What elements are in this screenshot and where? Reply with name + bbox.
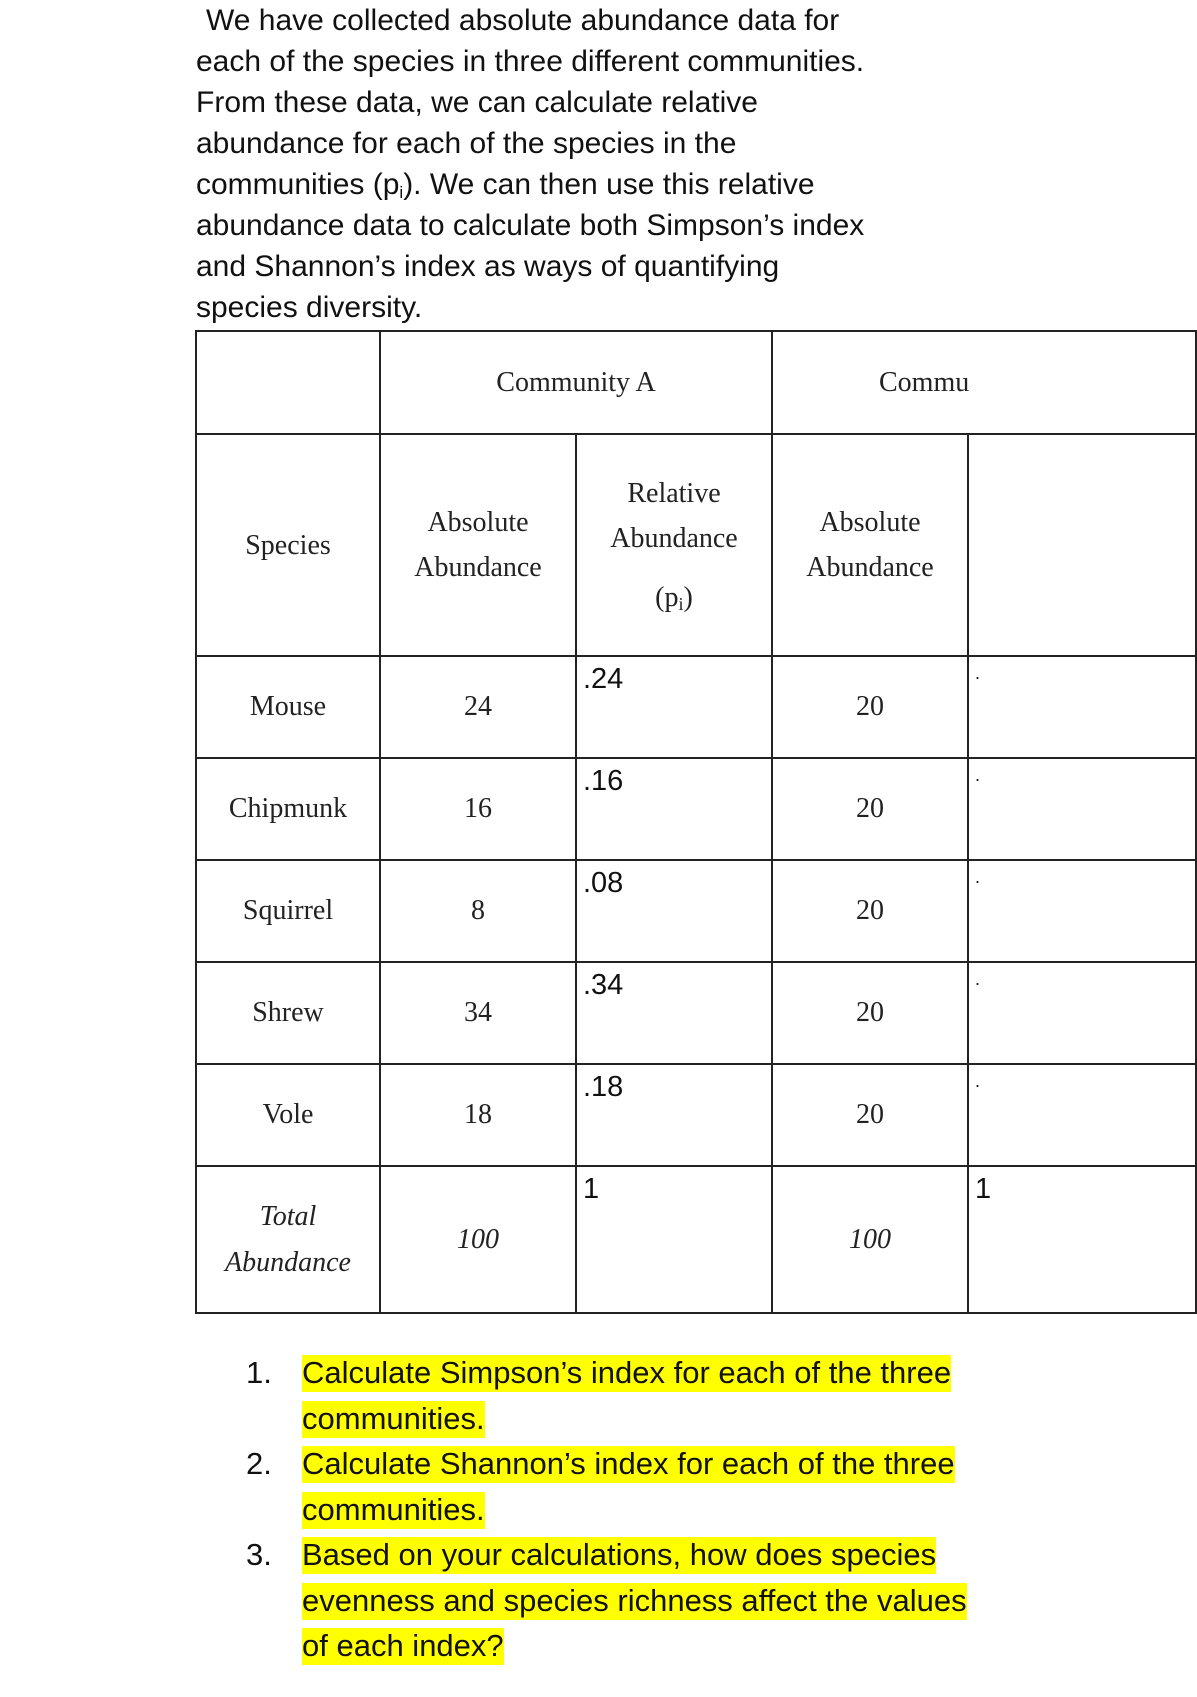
- species-cell: Vole: [196, 1064, 380, 1166]
- question-number: 3.: [246, 1537, 272, 1572]
- species-header: Species: [196, 434, 380, 656]
- intro-line: species diversity.: [196, 291, 423, 324]
- rel-a-cell: [576, 1064, 772, 1166]
- total-rel-a-cell: [576, 1166, 772, 1313]
- rel-b-cell: [968, 1064, 1196, 1166]
- total-row: [196, 1166, 1196, 1313]
- table-row: [196, 962, 1196, 1064]
- question-item: [246, 1350, 986, 1441]
- community-b-header: Commu: [772, 331, 1196, 434]
- intro-text: communities (p: [196, 168, 400, 201]
- table-row: [196, 758, 1196, 860]
- rel-b-cell: [968, 962, 1196, 1064]
- community-a-header: Community A: [380, 331, 772, 434]
- abs-b-cell: 20: [772, 860, 968, 962]
- question-text: Calculate Shannon’s index for each of the three communities.: [302, 1446, 955, 1527]
- rel-a-value: .08: [583, 867, 624, 899]
- table-row: [196, 1064, 1196, 1166]
- rel-b-value: .: [975, 867, 981, 887]
- absolute-abundance-header-b: [772, 434, 968, 656]
- rel-b-cell: [968, 758, 1196, 860]
- abundance-table: [195, 330, 1197, 1314]
- rel-b-cell: [968, 656, 1196, 758]
- question-text: Based on your calculations, how does species evenness and species richness affect the values of each index?: [302, 1537, 967, 1663]
- total-rel-b-value: 1: [975, 1173, 992, 1205]
- rel-a-value: .16: [583, 765, 624, 797]
- rel-b-value: .: [975, 969, 981, 989]
- subscript: i: [399, 183, 404, 202]
- abs-b-cell: 20: [772, 758, 968, 860]
- abs-a-cell: 16: [380, 758, 576, 860]
- question-item: [246, 1441, 986, 1532]
- question-number: 2.: [246, 1446, 272, 1481]
- rel-a-value: .34: [583, 969, 624, 1001]
- question-number: 1.: [246, 1355, 272, 1390]
- species-cell: Mouse: [196, 656, 380, 758]
- abs-a-cell: 24: [380, 656, 576, 758]
- rel-a-value: .18: [583, 1071, 624, 1103]
- rel-a-cell: [576, 656, 772, 758]
- question-list: [246, 1350, 986, 1669]
- abs-a-cell: 18: [380, 1064, 576, 1166]
- species-cell: Squirrel: [196, 860, 380, 962]
- pi-text: ): [683, 581, 693, 613]
- pi-text: (p: [655, 581, 679, 613]
- rel-b-value: .: [975, 663, 981, 683]
- header-row-columns: [196, 434, 1196, 656]
- relative-abundance-header-b: [968, 434, 1196, 656]
- question-item: [246, 1532, 986, 1669]
- abs-b-cell: 20: [772, 962, 968, 1064]
- rel-a-cell: [576, 758, 772, 860]
- header-text: Absolute Abundance: [806, 507, 934, 583]
- total-abs-b-cell: 100: [772, 1166, 968, 1313]
- intro-line: and Shannon’s index as ways of quantifying: [196, 250, 780, 283]
- rel-b-value: .: [975, 765, 981, 785]
- rel-a-cell: [576, 962, 772, 1064]
- subscript: i: [678, 593, 684, 614]
- abs-a-cell: 34: [380, 962, 576, 1064]
- total-label-cell: Total Abundance: [196, 1166, 380, 1313]
- intro-line: abundance for each of the species in the: [196, 127, 737, 160]
- table-row: [196, 860, 1196, 962]
- empty-header-cell: [196, 331, 380, 434]
- species-cell: Shrew: [196, 962, 380, 1064]
- intro-line: [196, 164, 936, 205]
- relative-abundance-header: [576, 434, 772, 656]
- rel-b-cell: [968, 860, 1196, 962]
- absolute-abundance-header: [380, 434, 576, 656]
- rel-a-value: .24: [583, 663, 624, 695]
- question-text: Calculate Simpson’s index for each of the three communities.: [302, 1355, 952, 1436]
- pi-label: [577, 575, 771, 620]
- total-rel-a-value: 1: [583, 1173, 600, 1205]
- table-row: [196, 656, 1196, 758]
- intro-paragraph: [196, 0, 936, 328]
- abundance-table-container: [195, 330, 992, 1320]
- rel-a-cell: [576, 860, 772, 962]
- intro-line: From these data, we can calculate relative: [196, 86, 758, 119]
- abs-b-cell: 20: [772, 1064, 968, 1166]
- abs-a-cell: 8: [380, 860, 576, 962]
- abs-b-cell: 20: [772, 656, 968, 758]
- intro-line: abundance data to calculate both Simpson’s index: [196, 209, 865, 242]
- intro-line: each of the species in three different communities.: [196, 45, 865, 78]
- total-abs-a-cell: 100: [380, 1166, 576, 1313]
- header-text: Absolute Abundance: [414, 507, 542, 583]
- total-rel-b-cell: [968, 1166, 1196, 1313]
- intro-line: We have collected absolute abundance data for: [206, 4, 840, 37]
- header-text: Relative Abundance: [610, 477, 738, 554]
- intro-text: ). We can then use this relative: [403, 168, 815, 201]
- rel-b-value: .: [975, 1071, 981, 1091]
- species-cell: Chipmunk: [196, 758, 380, 860]
- header-row-communities: [196, 331, 1196, 434]
